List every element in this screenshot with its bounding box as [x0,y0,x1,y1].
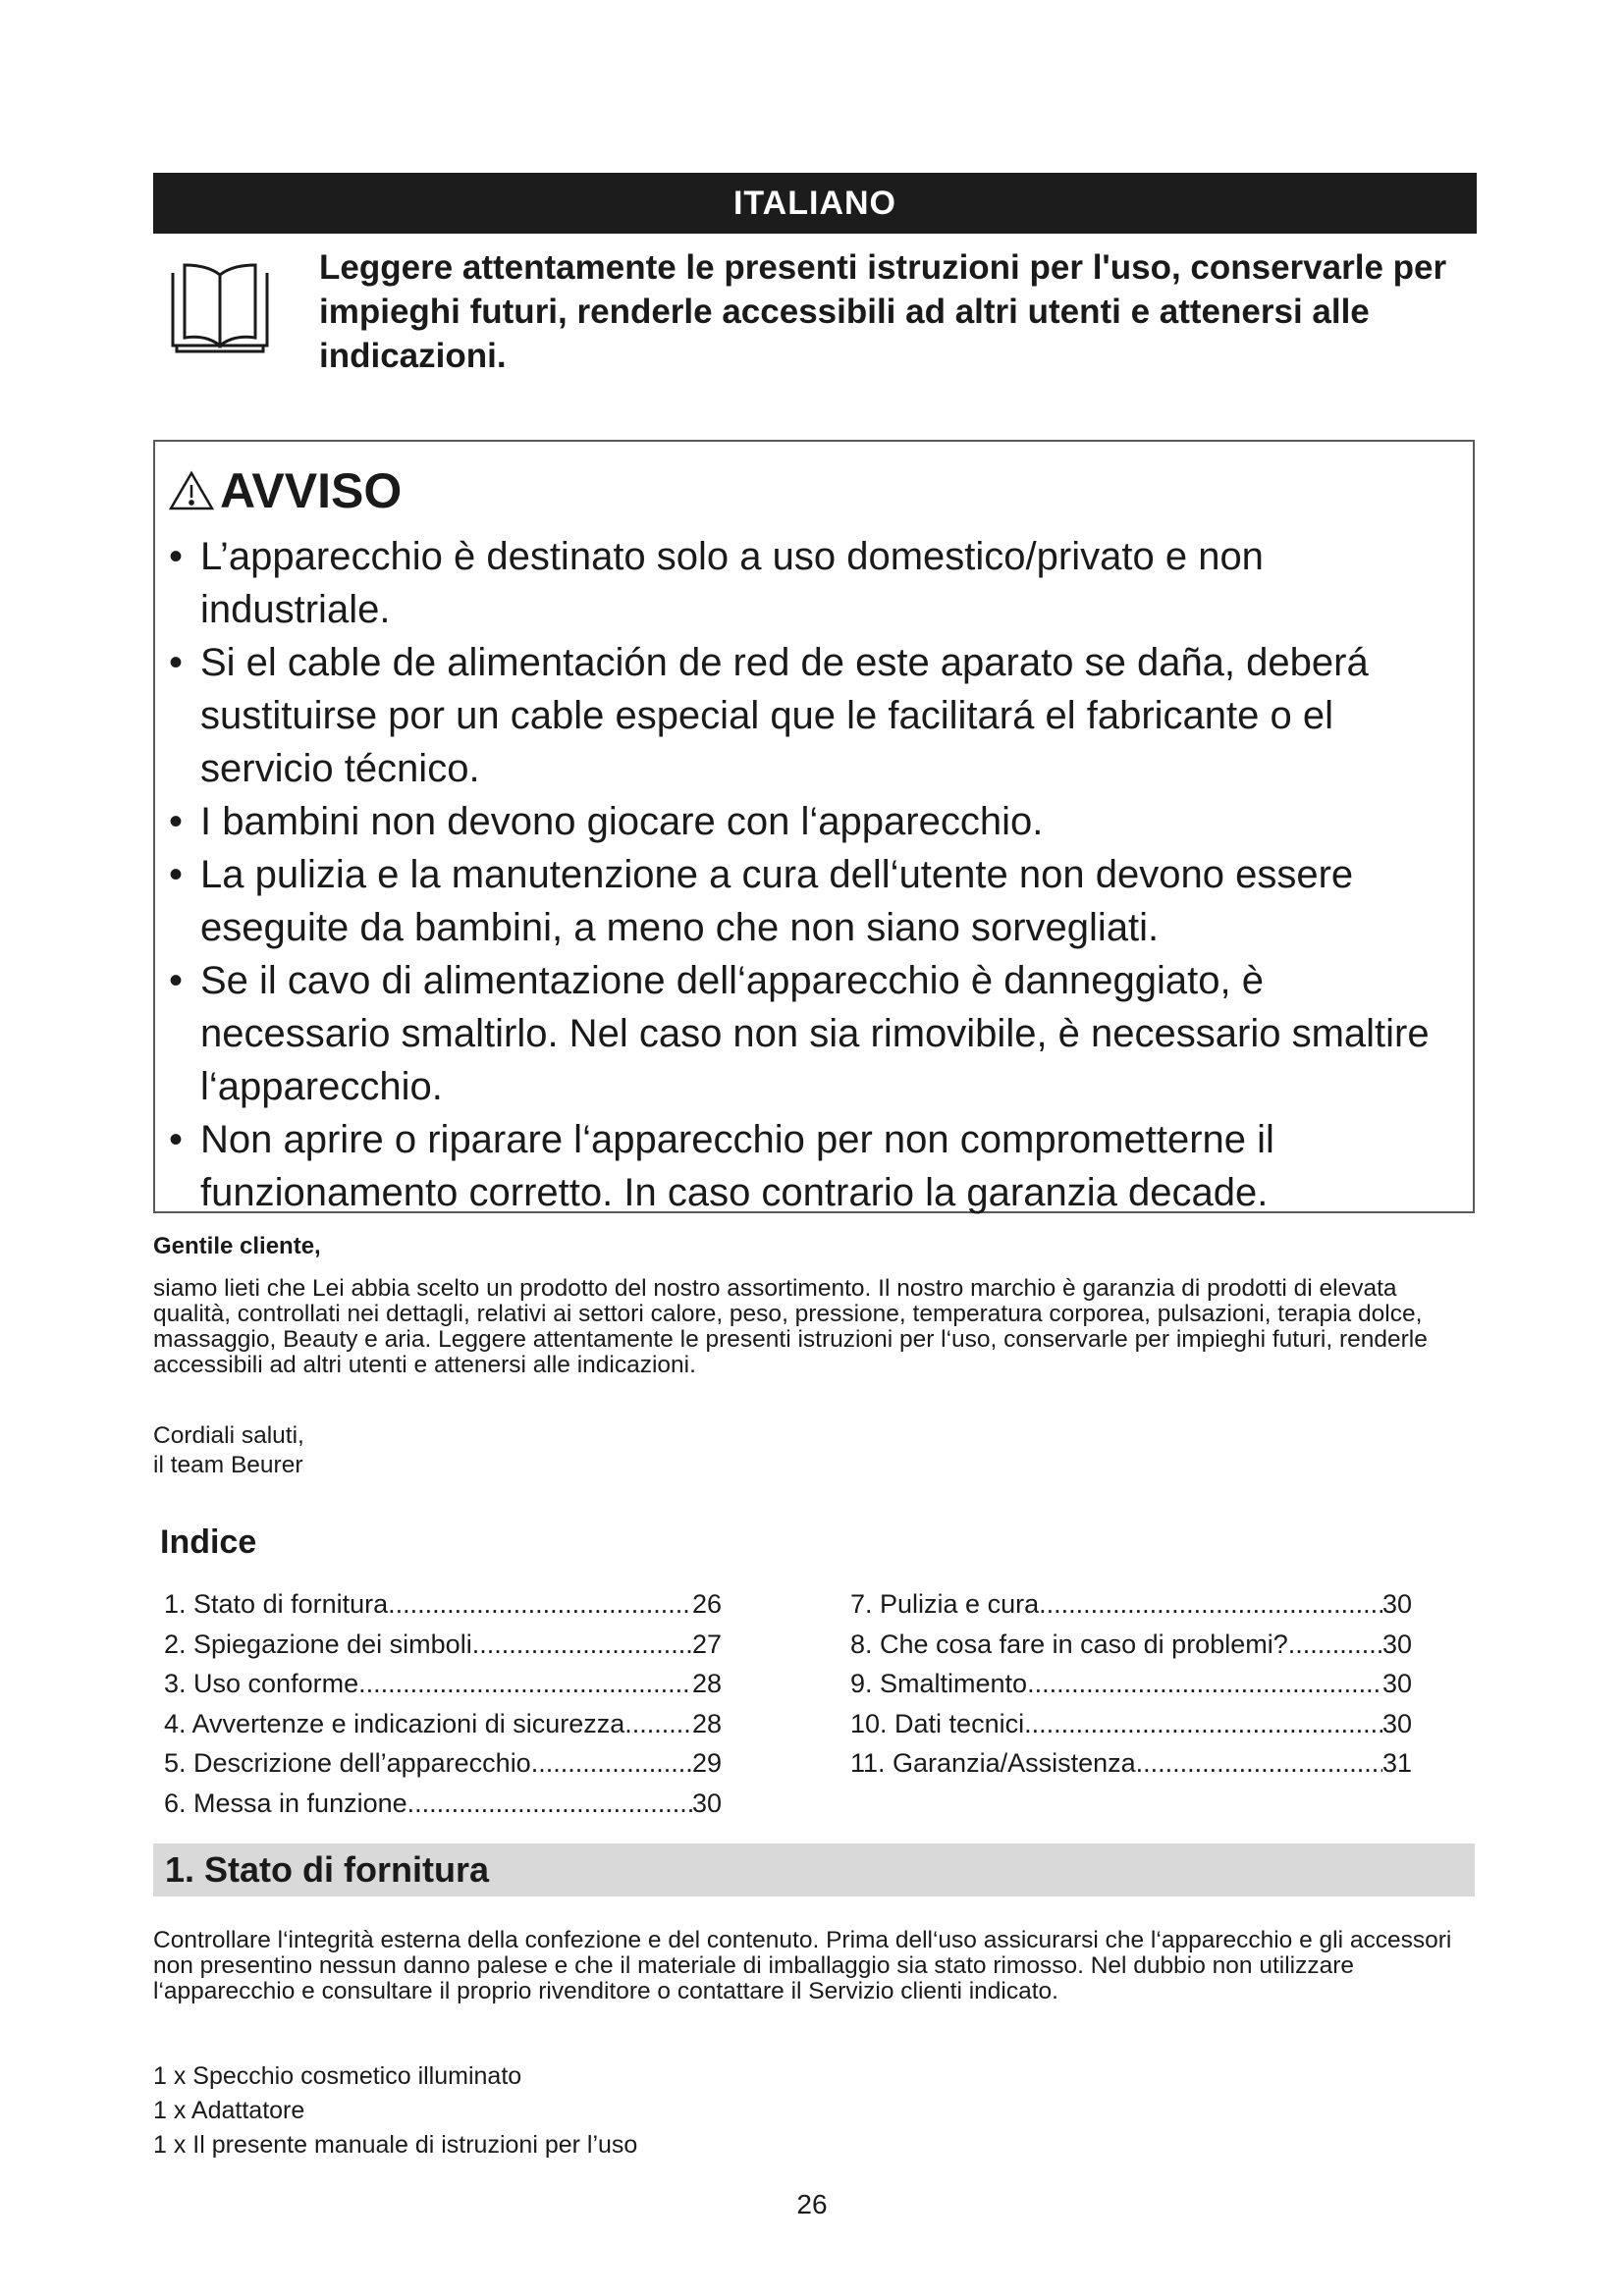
toc-item[interactable] [850,1664,1412,1704]
toc-page: 27 [691,1629,722,1659]
warning-title: AVVISO [220,463,403,518]
closing-line: Cordiali saluti, [153,1422,304,1449]
toc-page: 28 [691,1669,722,1698]
warning-box [153,440,1475,1213]
language-header: ITALIANO [153,173,1477,234]
toc-item[interactable] [164,1784,722,1824]
toc-page: 30 [691,1788,722,1818]
toc-item[interactable] [850,1625,1412,1665]
toc-page: 30 [1381,1589,1412,1619]
toc-label: 8. Che cosa fare in caso di problemi? [850,1629,1288,1659]
supply-item: 1 x Specchio cosmetico illuminato [153,2062,522,2090]
toc-page: 30 [1381,1629,1412,1659]
warning-item: • I bambini non devono giocare con l‘apparecchio. [169,795,1461,848]
supply-list [153,2059,637,2163]
toc-item[interactable] [850,1704,1412,1744]
toc-page: 28 [691,1708,722,1738]
toc-label: 5. Descrizione dell’apparecchio [164,1748,531,1778]
toc-item[interactable] [164,1584,722,1625]
section-paragraph: Controllare l‘integrità esterna della confezione e del contenuto. Prima dell‘uso assicurarsi che l‘apparecchio e gli accessori non presentino nessun danno palese e che il materiale di imballaggio sia stato rimosso. Nel dubbio non utilizzare l‘apparecchio e consultare il proprio rivenditore o contattare il Servizio clienti indicato. [153,1927,1452,2004]
toc-label: 10. Dati tecnici [850,1708,1025,1738]
toc-label: 6. Messa in funzione [164,1788,407,1818]
toc-page: 30 [1381,1669,1412,1698]
intro-paragraph: siamo lieti che Lei abbia scelto un prodotto del nostro assortimento. Il nostro marchio è garanzia di prodotti di elevata qualità, controllati nei dettagli, relativi ai settori calore, peso, pressione, temperatura corporea, pulsazioni, terapia dolce, massaggio, Beauty e aria. Leggere attentamente le presenti istruzioni per l‘uso, conservarle per impieghi futuri, renderle accessibili ad altri utenti e attenersi alle indicazioni. [153,1275,1428,1378]
greeting: Gentile cliente, [153,1233,321,1259]
toc-item[interactable] [164,1664,722,1704]
toc-page: 31 [1381,1748,1412,1778]
toc-label: 1. Stato di fornitura [164,1589,389,1619]
warning-triangle-icon [169,470,214,511]
toc-item[interactable] [164,1743,722,1784]
intro-instruction: Leggere attentamente le presenti istruzioni per l'uso, conservarle per impieghi futuri, renderle accessibili ad altri utenti e attenersi alle indicazioni. [319,248,1447,375]
warning-item: • L’apparecchio è destinato solo a uso domestico/privato e non industriale. [169,530,1461,636]
toc-label: 11. Garanzia/Assistenza [850,1748,1136,1778]
toc-page: 26 [691,1589,722,1619]
toc-item[interactable] [164,1625,722,1665]
warning-item: • La pulizia e la manutenzione a cura dell‘utente non devono essere eseguite da bambini, a meno che non siano sorvegliati. [169,848,1461,954]
closing-signature: il team Beurer [153,1452,303,1478]
toc-label: 7. Pulizia e cura [850,1589,1040,1619]
supply-item: 1 x Il presente manuale di istruzioni per l’uso [153,2131,638,2159]
warning-item: • Si el cable de alimentación de red de este aparato se daña, deberá sustituirse por un cable especial que le facilitará el fabricante o el servicio técnico. [169,636,1461,795]
toc-label: 3. Uso conforme [164,1669,359,1698]
closing [153,1421,304,1480]
toc-label: 9. Smaltimento [850,1669,1028,1698]
toc-title: Indice [160,1523,257,1561]
toc-label: 2. Spiegazione dei simboli [164,1629,472,1659]
warning-heading [169,461,402,520]
toc-item[interactable] [850,1743,1412,1784]
page-number: 26 [796,2189,828,2219]
supply-item: 1 x Adattatore [153,2097,305,2124]
warning-item: • Se il cavo di alimentazione dell‘apparecchio è danneggiato, è necessario smaltirlo. Nel caso non sia rimovibile, è necessario smaltire l‘apparecchio. [169,954,1461,1113]
toc-page: 29 [691,1748,722,1778]
toc-item[interactable] [850,1584,1412,1625]
toc-page: 30 [1381,1708,1412,1738]
section-heading: 1. Stato di fornitura [153,1843,1475,1896]
toc-item[interactable] [164,1704,722,1744]
toc-left-column [164,1584,722,1823]
warning-list [169,530,1461,1219]
toc-label: 4. Avvertenze e indicazioni di sicurezza [164,1708,625,1738]
warning-item: • Non aprire o riparare l‘apparecchio per non comprometterne il funzionamento corretto. In caso contrario la garanzia decade. [169,1113,1461,1219]
toc-right-column [850,1584,1412,1784]
read-manual-icon [163,253,277,367]
